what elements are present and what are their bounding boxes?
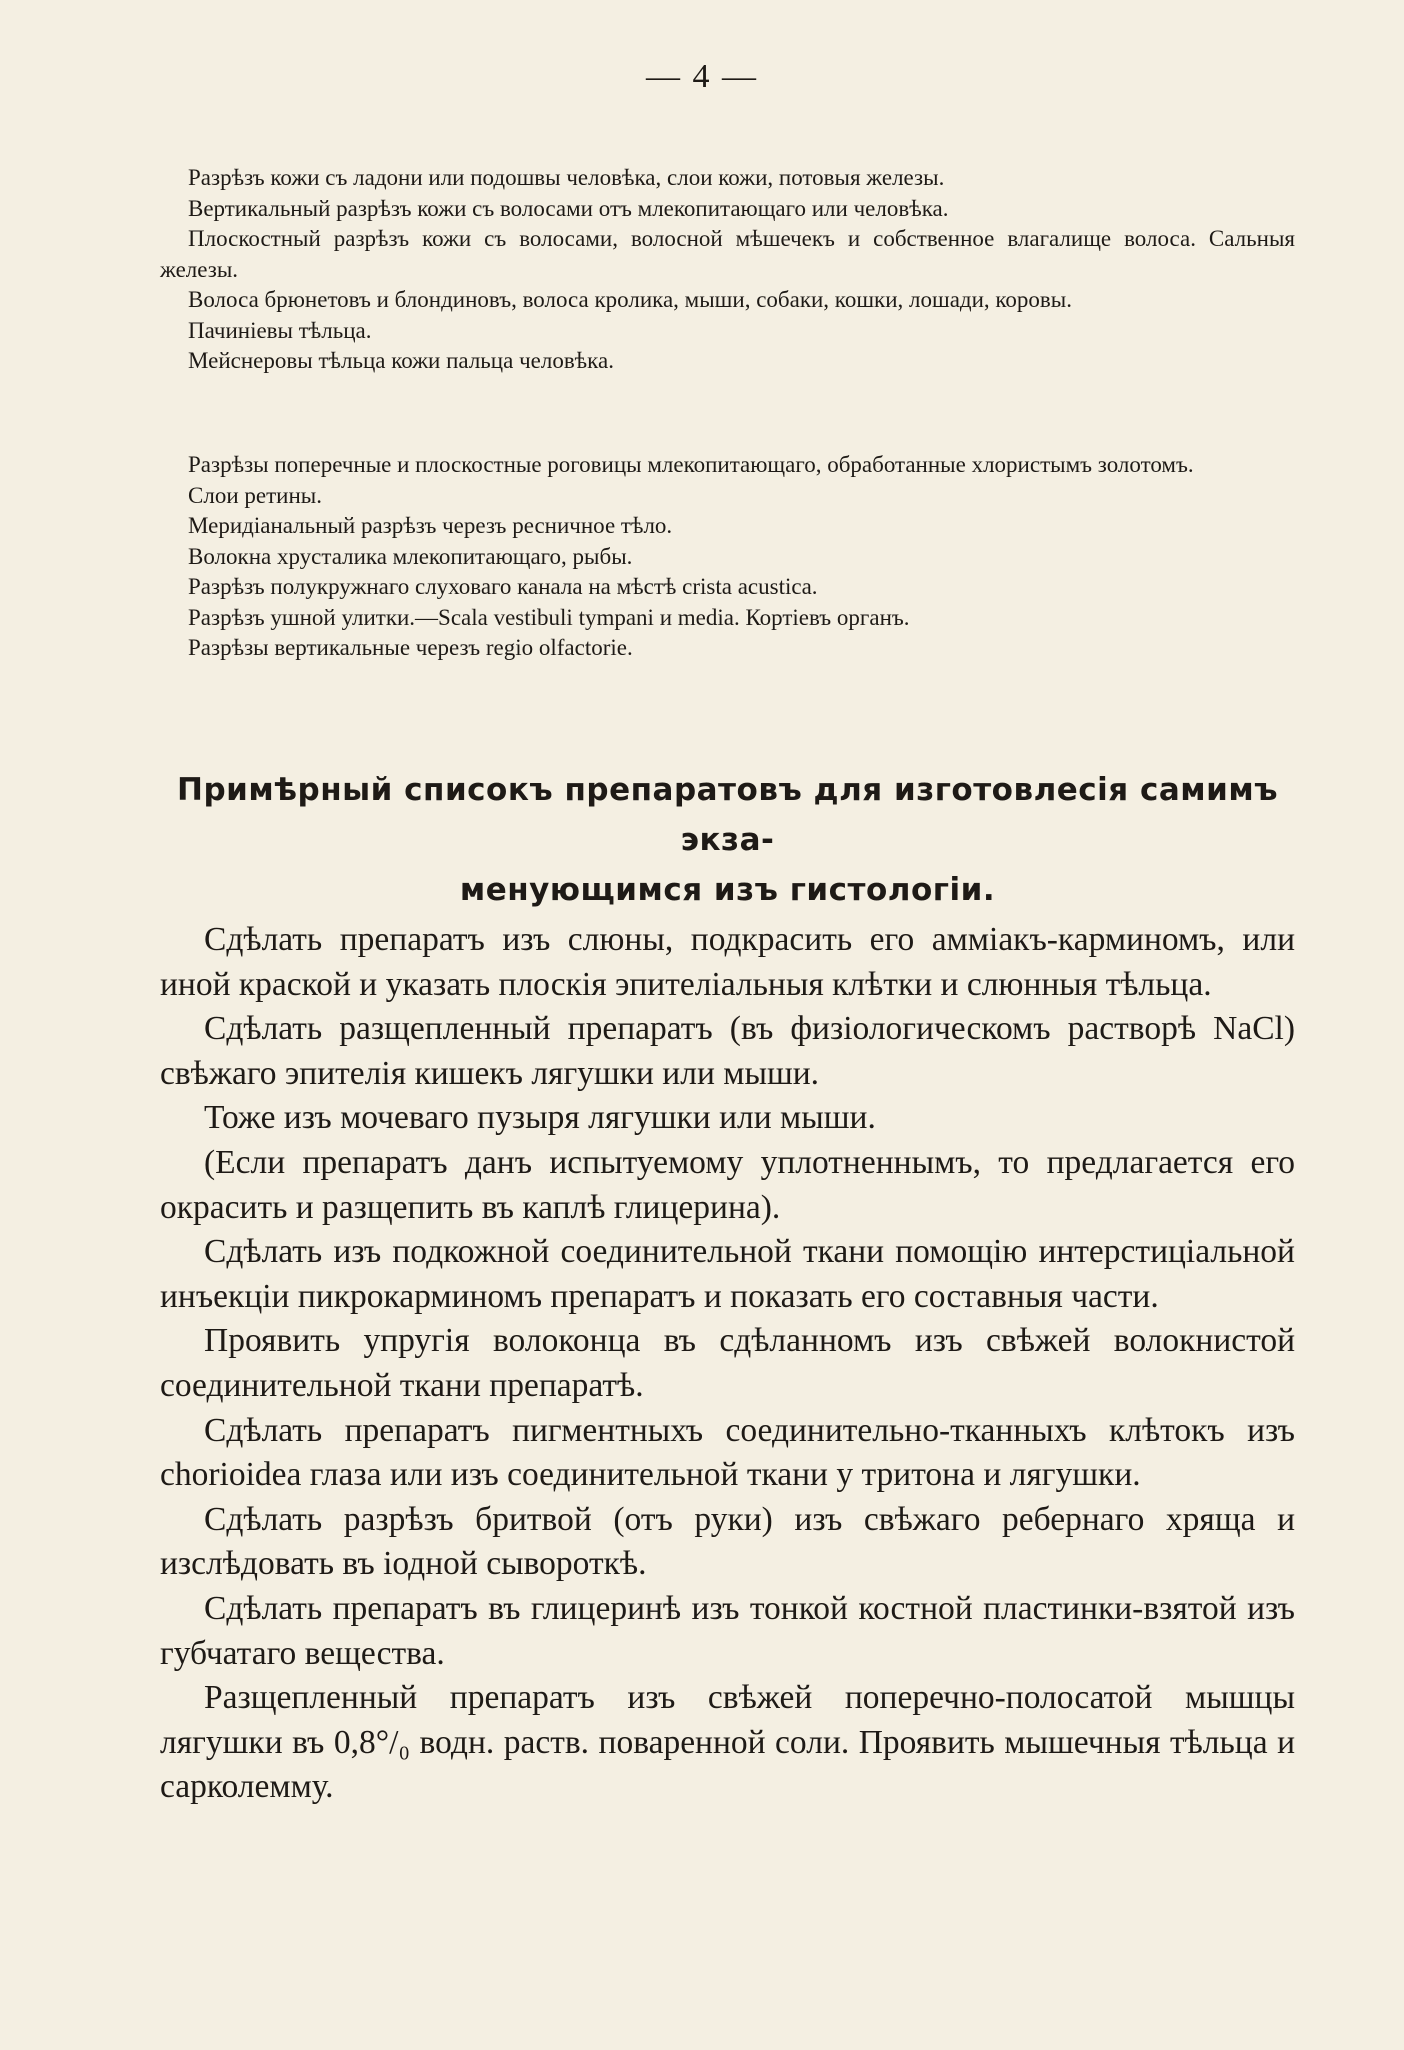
sense-organ-preparations-list xyxy=(160,450,1295,664)
paragraph: Сдѣлать разрѣзъ бритвой (отъ руки) изъ свѣжаго ребернаго хряща и изслѣдовать въ іодной сывороткѣ. xyxy=(160,1500,1295,1583)
list-item: Разрѣзы вертикальные черезъ regio olfactorie. xyxy=(188,635,633,660)
heading-line: менующимся изъ гистологіи. xyxy=(459,872,996,908)
list-item: Разрѣзъ кожи съ ладони или подошвы человѣка, слои кожи, потовыя железы. xyxy=(188,165,945,190)
paragraph: (Если препаратъ данъ испытуемому уплотненнымъ, то предлагается его окрасить и разщепить въ каплѣ глицерина). xyxy=(160,1143,1295,1226)
heading-line: Примѣрный списокъ препаратовъ для изготовлесія самимъ экза- xyxy=(177,772,1278,858)
exam-preparations-list xyxy=(160,918,1295,1810)
paragraph: Разщепленный препаратъ изъ свѣжей поперечно-полосатой мышцы лягушки въ 0,8°/₀ водн. раств. поваренной соли. Проявить мышечныя тѣльца и сарколемму. xyxy=(160,1679,1295,1806)
paragraph: Тоже изъ мочеваго пузыря лягушки или мыши. xyxy=(204,1099,876,1137)
list-item: Слои ретины. xyxy=(188,482,322,508)
list-item: Плоскостный разрѣзъ кожи съ волосами, волосной мѣшечекъ и собственное влагалище волоса. Сальныя железы. xyxy=(160,226,1295,282)
paragraph: Сдѣлать разщепленный препаратъ (въ физіологическомъ растворѣ NaCl) свѣжаго эпителія кишекъ лягушки или мыши. xyxy=(160,1010,1295,1092)
list-item: Волоса брюнетовъ и блондиновъ, волоса кролика, мыши, собаки, кошки, лошади, коровы. xyxy=(188,287,1072,312)
list-item: Разрѣзъ ушной улитки.—Scala vestibuli tympani и media. Кортіевъ органъ. xyxy=(188,604,910,630)
paragraph: Сдѣлать препаратъ изъ слюны, подкрасить его амміакъ-карминомъ, или иной краской и указать плоскія эпителіальныя клѣтки и слюнныя тѣльца. xyxy=(160,921,1295,1003)
list-item: Разрѣзъ полукружнаго слуховаго канала на мѣстѣ crista acustica. xyxy=(188,574,818,599)
list-item: Мейснеровы тѣльца кожи пальца человѣка. xyxy=(188,348,614,373)
list-item: Пачиніевы тѣльца. xyxy=(188,317,372,343)
paragraph: Сдѣлать препаратъ пигментныхъ соединительно-тканныхъ клѣтокъ изъ chorioidea глаза или изъ соединительной ткани у тритона и лягушки. xyxy=(160,1411,1295,1494)
list-item: Меридіанальный разрѣзъ черезъ ресничное тѣло. xyxy=(188,513,673,538)
paragraph: Проявить упругія волоконца въ сдѣланномъ изъ свѣжей волокнистой соединительной ткани препаратѣ. xyxy=(160,1322,1295,1404)
list-item: Разрѣзы поперечные и плоскостные роговицы млекопитающаго, обработанные хлористымъ золотомъ. xyxy=(188,452,1194,477)
section-heading xyxy=(160,765,1295,915)
list-item: Волокна хрусталика млекопитающаго, рыбы. xyxy=(188,543,633,569)
list-item: Вертикальный разрѣзъ кожи съ волосами отъ млекопитающаго или человѣка. xyxy=(188,195,949,221)
skin-preparations-list xyxy=(160,163,1295,377)
page-number: — 4 — xyxy=(646,58,758,95)
paragraph: Сдѣлать препаратъ въ глицеринѣ изъ тонкой костной пластинки-взятой изъ губчатаго вещества. xyxy=(160,1589,1295,1672)
paragraph: Сдѣлать изъ подкожной соединительной ткани помощію интерстиціальной инъекціи пикрокарминомъ препаратъ и показать его составныя части. xyxy=(160,1233,1295,1315)
